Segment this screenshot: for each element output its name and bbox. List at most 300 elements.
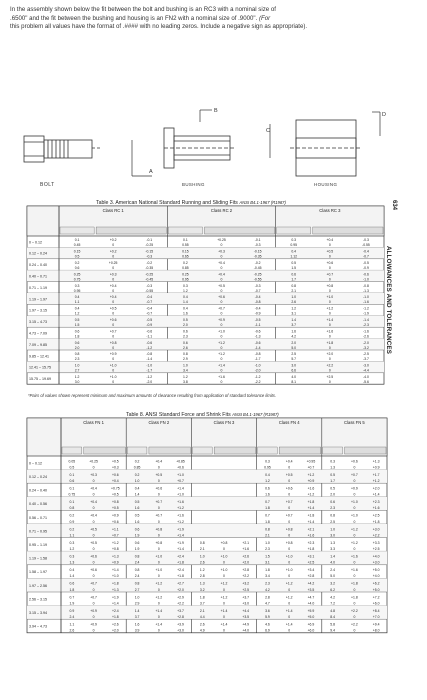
cell-value: 0 bbox=[353, 547, 356, 551]
cell-value: -2.6 bbox=[363, 334, 369, 339]
cell-value: 1.2 bbox=[183, 375, 188, 379]
cell-value: +7.0 bbox=[372, 615, 380, 619]
cell-value: 0.5 bbox=[74, 254, 80, 259]
limits-heading-box bbox=[84, 447, 125, 454]
label-bolt: BOLT bbox=[40, 182, 55, 188]
cell-value: +4.7 bbox=[307, 595, 315, 600]
cell-value: -1.7 bbox=[254, 357, 261, 362]
cell-value: 0 bbox=[328, 368, 331, 373]
cell-value: 0 bbox=[92, 506, 95, 511]
cell-value: 0 bbox=[353, 615, 356, 619]
cell-value: -1.9 bbox=[363, 311, 369, 316]
cell-value: +0.25 bbox=[89, 459, 98, 464]
cell-value: +0.9 bbox=[109, 352, 117, 357]
bolt-drawing bbox=[24, 136, 102, 162]
cell-value: 3.8 bbox=[183, 380, 188, 384]
row-range: 12.41 – 15.75 bbox=[29, 365, 51, 370]
cell-value: 0 bbox=[157, 574, 160, 579]
cell-value: -2.0 bbox=[146, 380, 153, 384]
cell-value: +0.25 bbox=[108, 261, 118, 265]
cell-value: 0 bbox=[92, 547, 95, 551]
cell-value: +1.8 bbox=[372, 519, 380, 524]
cell-value: -0.9 bbox=[254, 311, 261, 316]
cell-value: -0.6 bbox=[146, 329, 153, 334]
cell-value: 4.4 bbox=[199, 615, 205, 619]
cell-value: 0.6 bbox=[183, 329, 188, 334]
cell-value: 5.0 bbox=[330, 574, 336, 579]
cell-value: 1.8 bbox=[69, 587, 75, 592]
cell-value: 1.0 bbox=[330, 527, 336, 532]
cell-value: 2.6 bbox=[291, 300, 297, 305]
cell-value: 0.6 bbox=[69, 479, 75, 483]
cell-value: +0.7 bbox=[111, 533, 119, 538]
cell-value: 0.4 bbox=[134, 486, 140, 491]
cell-value: 0 bbox=[288, 547, 291, 551]
cell-value: 2.9 bbox=[134, 601, 140, 606]
cell-value: +3.2 bbox=[242, 581, 250, 586]
cell-value: 0 bbox=[92, 615, 95, 619]
cell-value: +6.9 bbox=[307, 622, 315, 627]
cell-value: +1.4 bbox=[177, 533, 184, 538]
cell-value: 1.9 bbox=[69, 601, 75, 606]
cell-value: +1.0 bbox=[285, 554, 293, 559]
clearance-heading-box bbox=[62, 447, 82, 454]
cell-value: +1.6 bbox=[242, 547, 250, 551]
cell-value: +3.9 bbox=[177, 622, 184, 627]
cell-value: +2.6 bbox=[111, 622, 119, 627]
cell-value: 2.8 bbox=[199, 574, 205, 579]
limits-heading-box bbox=[313, 227, 383, 234]
cell-value: -0.9 bbox=[363, 266, 369, 270]
cell-value: 4.2 bbox=[291, 334, 297, 339]
limits-heading-box bbox=[279, 447, 320, 454]
cell-value: +0.6 bbox=[90, 554, 97, 559]
cell-value: 2.1 bbox=[199, 547, 205, 551]
cell-value: 0 bbox=[220, 345, 223, 350]
cell-value: +1.8 bbox=[351, 595, 358, 600]
cell-value: 0 bbox=[223, 547, 225, 551]
cell-value: 0 bbox=[92, 601, 95, 606]
cell-value: +0.75 bbox=[111, 486, 120, 491]
cell-value: +2.4 bbox=[177, 568, 184, 573]
cell-value: 4.2 bbox=[265, 587, 270, 592]
cell-value: +1.8 bbox=[326, 340, 334, 345]
cell-value: 0 bbox=[328, 288, 331, 293]
cell-value: +8.0 bbox=[372, 628, 380, 633]
cell-value: -0.6 bbox=[254, 329, 261, 334]
cell-value: +1.4 bbox=[111, 568, 119, 573]
cell-value: -0.45 bbox=[253, 266, 262, 270]
row-range: 4.73 – 7.09 bbox=[29, 331, 47, 336]
cell-value: +1.2 bbox=[218, 352, 225, 357]
cell-value: 0 bbox=[220, 368, 223, 373]
cell-value: 2.6 bbox=[69, 628, 75, 633]
cell-value: +0.4 bbox=[218, 272, 225, 277]
cell-value: 0.5 bbox=[74, 318, 80, 322]
cell-value: 0 bbox=[223, 560, 225, 565]
cell-value: 2.3 bbox=[265, 581, 270, 586]
cell-value: -1.3 bbox=[363, 288, 369, 293]
cell-value: 1.2 bbox=[69, 547, 75, 551]
cell-value: 1.0 bbox=[291, 295, 297, 300]
cell-value: -0.5 bbox=[146, 318, 153, 322]
cell-value: 0.25 bbox=[73, 272, 81, 277]
row-range: 0.24 – 0.40 bbox=[29, 488, 47, 493]
row-range: 1.19 – 1.58 bbox=[29, 556, 47, 561]
cell-value: +1.0 bbox=[109, 375, 117, 379]
cell-value: 0 bbox=[220, 254, 223, 259]
cell-value: 1.8 bbox=[265, 568, 270, 573]
cell-value: 0 bbox=[288, 628, 291, 633]
cell-value: 0.3 bbox=[265, 459, 270, 464]
leader-d bbox=[372, 112, 380, 136]
cell-value: +5.0 bbox=[372, 568, 380, 573]
cell-value: 0 bbox=[157, 547, 160, 551]
cell-value: +4.4 bbox=[242, 608, 250, 613]
cell-value: -1.7 bbox=[146, 368, 153, 373]
cell-value: 3.1 bbox=[265, 560, 270, 565]
cell-value: 0 bbox=[223, 601, 225, 606]
cell-value: +3.4 bbox=[307, 568, 315, 573]
cell-value: -0.8 bbox=[363, 283, 369, 288]
cell-value: +5.0 bbox=[307, 615, 315, 619]
clearance-heading-box bbox=[168, 227, 202, 234]
cell-value: +0.4 bbox=[90, 513, 97, 518]
row-range: 0.40 – 0.56 bbox=[29, 502, 47, 507]
cell-value: +2.3 bbox=[372, 500, 380, 505]
cell-value: 1.8 bbox=[199, 595, 205, 600]
cell-value: -0.3 bbox=[146, 283, 153, 288]
cell-value: 0.9 bbox=[69, 608, 75, 613]
cell-value: +1.8 bbox=[111, 581, 119, 586]
cell-value: 1.0 bbox=[199, 554, 205, 559]
cell-value: +1.2 bbox=[326, 306, 334, 311]
cell-value: 4.2 bbox=[330, 595, 336, 600]
cell-value: 3.0 bbox=[330, 533, 336, 538]
cell-value: 0.8 bbox=[291, 283, 297, 288]
cell-value: 2.6 bbox=[199, 560, 205, 565]
cell-value: 1.5 bbox=[74, 323, 80, 327]
cell-value: 0.95 bbox=[182, 277, 189, 282]
cell-value: 0.1 bbox=[183, 238, 188, 243]
cell-value: +0.6 bbox=[177, 465, 184, 470]
cell-value: +4.2 bbox=[307, 581, 315, 586]
cell-value: 0 bbox=[328, 254, 331, 259]
cell-value: +1.6 bbox=[307, 533, 315, 538]
cell-value: 1.3 bbox=[330, 540, 336, 545]
cell-value: -0.5 bbox=[363, 261, 369, 265]
row-range: 2.56 – 3.15 bbox=[29, 597, 47, 602]
cell-value: 0 bbox=[288, 560, 291, 565]
cell-value: +6.0 bbox=[372, 601, 380, 606]
class-heading-3: Class RC 3 bbox=[319, 208, 341, 213]
cell-value: 0 bbox=[288, 587, 291, 592]
cell-value: +1.4 bbox=[177, 547, 184, 551]
cell-value: +0.7 bbox=[109, 329, 117, 334]
row-range: 1.19 – 1.97 bbox=[29, 297, 47, 302]
cell-value: 0 bbox=[112, 277, 115, 282]
cell-value: +2.2 bbox=[326, 363, 334, 368]
cell-value: -1.1 bbox=[254, 323, 261, 327]
cell-value: -0.7 bbox=[254, 288, 261, 293]
cell-value: -0.2 bbox=[254, 261, 261, 265]
cell-value: 0 bbox=[220, 266, 223, 270]
cell-value: -1.2 bbox=[146, 375, 153, 379]
cell-value: +2.4 bbox=[177, 554, 184, 559]
cell-value: 0 bbox=[220, 334, 223, 339]
limits-heading-box bbox=[96, 227, 166, 234]
cell-value: 2.3 bbox=[183, 334, 188, 339]
cell-value: 0.85 bbox=[182, 266, 189, 270]
cell-value: 1.7 bbox=[291, 277, 297, 282]
cell-value: 1.4 bbox=[183, 300, 188, 305]
cell-value: 0 bbox=[220, 357, 223, 362]
row-range: 1.97 – 3.15 bbox=[29, 308, 47, 313]
cell-value: 0.6 bbox=[183, 340, 188, 345]
cell-value: 0 bbox=[112, 357, 115, 362]
cell-value: 0 bbox=[288, 519, 291, 524]
cell-value: 0.15 bbox=[182, 249, 189, 254]
cell-value: 1.4 bbox=[330, 554, 336, 559]
cell-value: +1.2 bbox=[111, 540, 119, 545]
cell-value: 0 bbox=[157, 519, 160, 524]
cell-value: 0 bbox=[353, 587, 356, 592]
cell-value: 0 bbox=[157, 587, 160, 592]
cell-value: +1.0 bbox=[111, 574, 119, 579]
cell-value: 2.8 bbox=[265, 595, 270, 600]
row-range: 0.12 – 0.24 bbox=[29, 475, 47, 479]
cell-value: +0.2 bbox=[109, 249, 117, 254]
cell-value: +1.2 bbox=[220, 581, 228, 586]
cell-value: 0.8 bbox=[134, 581, 140, 586]
cell-value: +2.5 bbox=[372, 513, 380, 518]
cell-value: -4.4 bbox=[363, 368, 369, 373]
cell-value: 0 bbox=[288, 615, 291, 619]
row-range: 0 – 0.12 bbox=[29, 461, 42, 466]
cell-value: 0 bbox=[112, 266, 115, 270]
cell-value: 1.2 bbox=[74, 375, 80, 379]
row-range: 0.24 – 0.40 bbox=[29, 263, 47, 268]
cell-value: 0.2 bbox=[134, 459, 140, 464]
cell-value: 0 bbox=[112, 323, 115, 327]
cell-value: 0.7 bbox=[69, 595, 75, 600]
cell-value: 0.3 bbox=[183, 283, 188, 288]
cell-value: 0.55 bbox=[182, 243, 189, 248]
cell-value: 0.45 bbox=[73, 243, 81, 248]
cell-value: +2.8 bbox=[177, 615, 184, 619]
cell-value: 0.75 bbox=[68, 492, 76, 497]
cell-value: +0.7 bbox=[326, 272, 334, 277]
cell-value: 0 bbox=[157, 506, 160, 511]
cell-value: 0.4 bbox=[74, 295, 80, 300]
cell-value: 0.2 bbox=[134, 472, 140, 477]
row-range: 9.85 – 12.41 bbox=[29, 354, 49, 359]
cell-value: 0.6 bbox=[134, 540, 140, 545]
cell-value: 1.3 bbox=[69, 560, 75, 565]
cell-value: +1.2 bbox=[218, 340, 225, 345]
label-housing: HOUSING bbox=[314, 182, 338, 187]
row-range: 3.15 – 3.94 bbox=[29, 611, 47, 615]
cell-value: +2.9 bbox=[177, 595, 184, 600]
cell-value: 0 bbox=[328, 334, 331, 339]
cell-value: +1.6 bbox=[307, 486, 315, 491]
cell-value: +1.2 bbox=[177, 506, 184, 511]
cell-value: 1.0 bbox=[74, 363, 80, 368]
cell-value: -0.25 bbox=[145, 243, 154, 248]
cell-value: +1.0 bbox=[220, 554, 228, 559]
cell-value: +5.9 bbox=[307, 608, 315, 613]
cell-value: 3.2 bbox=[330, 581, 336, 586]
cell-value: +1.4 bbox=[218, 363, 225, 368]
class-heading-3: Class FN 3 bbox=[213, 420, 235, 425]
row-range: 0.12 – 0.24 bbox=[29, 251, 47, 256]
cell-value: 2.4 bbox=[134, 560, 140, 565]
cell-value: -0.6 bbox=[363, 272, 369, 277]
cell-value: +0.6 bbox=[326, 261, 334, 265]
cell-value: 1.4 bbox=[69, 574, 75, 579]
cell-value: +0.3 bbox=[111, 465, 119, 470]
cell-value: 0.65 bbox=[182, 254, 189, 259]
cell-value: +1.4 bbox=[177, 486, 184, 491]
cell-value: 8.4 bbox=[330, 615, 336, 619]
cell-value: +1.9 bbox=[111, 595, 119, 600]
cell-value: 1.4 bbox=[134, 492, 140, 497]
cell-value: +1.2 bbox=[351, 540, 358, 545]
class-heading-1: Class RC 1 bbox=[102, 208, 124, 213]
cell-value: +2.2 bbox=[242, 574, 250, 579]
cell-value: 0 bbox=[328, 277, 331, 282]
cell-value: +4.0 bbox=[242, 628, 250, 633]
cell-value: 0.8 bbox=[199, 540, 205, 545]
cell-value: 0.8 bbox=[134, 554, 140, 559]
cell-value: +1.1 bbox=[111, 527, 119, 532]
cell-value: +2.2 bbox=[351, 622, 358, 627]
cell-value: -0.7 bbox=[363, 254, 369, 259]
cell-value: 1.0 bbox=[134, 595, 140, 600]
cell-value: +1.4 bbox=[326, 318, 334, 322]
cell-value: -0.55 bbox=[253, 277, 262, 282]
cell-value: 0 bbox=[288, 479, 291, 483]
row-range: 3.94 – 4.73 bbox=[29, 624, 47, 629]
cell-value: 0 bbox=[328, 300, 331, 305]
cell-value: +0.4 bbox=[90, 486, 97, 491]
cell-value: +2.4 bbox=[111, 608, 119, 613]
cell-value: -0.1 bbox=[146, 238, 153, 243]
problem-line-2-tail: (For bbox=[258, 14, 271, 22]
cell-value: +1.3 bbox=[111, 554, 119, 559]
cell-value: 0 bbox=[288, 492, 291, 497]
table-force-fits bbox=[27, 418, 387, 633]
cell-value: 6.9 bbox=[265, 628, 270, 633]
table-running-fits bbox=[27, 206, 384, 384]
cell-value: +1.6 bbox=[177, 513, 184, 518]
cell-value: +1.4 bbox=[155, 608, 163, 613]
cell-value: -3.0 bbox=[363, 363, 369, 368]
cell-value: -0.35 bbox=[253, 254, 262, 259]
cell-value: 0.5 bbox=[183, 318, 188, 322]
cell-value: +3.7 bbox=[177, 608, 184, 613]
cell-value: 0.4 bbox=[183, 306, 188, 311]
cell-value: 0 bbox=[328, 323, 331, 327]
cell-value: +2.8 bbox=[242, 568, 250, 573]
cell-value: 0 bbox=[157, 492, 160, 497]
cell-value: -1.0 bbox=[146, 363, 153, 368]
cell-value: 1.6 bbox=[291, 329, 297, 334]
cell-value: 0 bbox=[112, 243, 115, 248]
cell-value: -0.1 bbox=[254, 238, 261, 243]
cell-value: -1.6 bbox=[363, 329, 369, 334]
cell-value: +1.6 bbox=[372, 506, 380, 511]
cell-value: 0 bbox=[328, 357, 331, 362]
cell-value: -0.25 bbox=[253, 272, 262, 277]
cell-value: 0.5 bbox=[69, 465, 75, 470]
cell-value: 0.8 bbox=[183, 352, 188, 357]
cell-value: +0.4 bbox=[285, 459, 293, 464]
cell-value: 0.4 bbox=[74, 306, 80, 311]
cell-value: +8.4 bbox=[372, 608, 380, 613]
cell-value: +1.6 bbox=[351, 554, 358, 559]
cell-value: 3.7 bbox=[291, 323, 297, 327]
cell-value: 1.6 bbox=[265, 492, 270, 497]
cell-value: +3.1 bbox=[307, 554, 315, 559]
table7-title-text: Table 3. American National Standard Running and Sliding Fits bbox=[96, 200, 238, 206]
cell-value: +1.0 bbox=[177, 472, 184, 477]
cell-value: -1.0 bbox=[363, 277, 369, 282]
table8-title-ref: ANSI B4.1-1967 (R1987) bbox=[232, 412, 279, 417]
cell-value: +0.85 bbox=[176, 459, 185, 464]
cell-value: -4.0 bbox=[363, 375, 369, 379]
cell-value: -0.8 bbox=[254, 300, 261, 305]
cell-value: +2.5 bbox=[326, 375, 334, 379]
cell-value: +1.3 bbox=[111, 587, 119, 592]
clearance-heading-box bbox=[60, 227, 94, 234]
cell-value: 6.6 bbox=[291, 368, 297, 373]
cell-value: 0 bbox=[157, 628, 160, 633]
cell-value: 0.3 bbox=[69, 554, 75, 559]
cell-value: -1.2 bbox=[254, 375, 261, 379]
cell-value: +1.8 bbox=[177, 574, 184, 579]
cell-value: 0.7 bbox=[265, 500, 270, 505]
cell-value: +0.2 bbox=[109, 238, 117, 243]
cell-value: +9.4 bbox=[372, 622, 380, 627]
class-heading-5: Class FN 5 bbox=[344, 420, 365, 425]
cell-value: 0 bbox=[353, 479, 356, 483]
cell-value: 0.2 bbox=[69, 513, 75, 518]
cell-value: -0.7 bbox=[146, 311, 153, 316]
cell-value: +1.2 bbox=[307, 472, 315, 477]
cell-value: 0.5 bbox=[134, 513, 140, 518]
cell-value: +1.4 bbox=[372, 492, 380, 497]
cell-value: +0.5 bbox=[90, 527, 97, 532]
cell-value: +1.2 bbox=[351, 527, 358, 532]
clearance-heading-box bbox=[323, 447, 343, 454]
cell-value: 0.3 bbox=[74, 283, 80, 288]
limits-heading-box bbox=[149, 447, 190, 454]
limits-heading-box bbox=[204, 227, 274, 234]
cell-value: -1.2 bbox=[146, 345, 153, 350]
cell-value: -1.4 bbox=[146, 357, 153, 362]
class-heading-2: Class FN 2 bbox=[148, 420, 170, 425]
clearance-heading-box bbox=[192, 447, 212, 454]
cell-value: 1.8 bbox=[265, 519, 270, 524]
cell-value: +0.4 bbox=[155, 459, 163, 464]
bolt-threads bbox=[48, 140, 68, 158]
cell-value: +0.5 bbox=[218, 283, 225, 288]
cell-value: +0.3 bbox=[218, 249, 225, 254]
cell-value: +0.25 bbox=[217, 238, 226, 243]
cell-value: +0.5 bbox=[111, 506, 119, 511]
cell-value: +0.6 bbox=[90, 568, 97, 573]
